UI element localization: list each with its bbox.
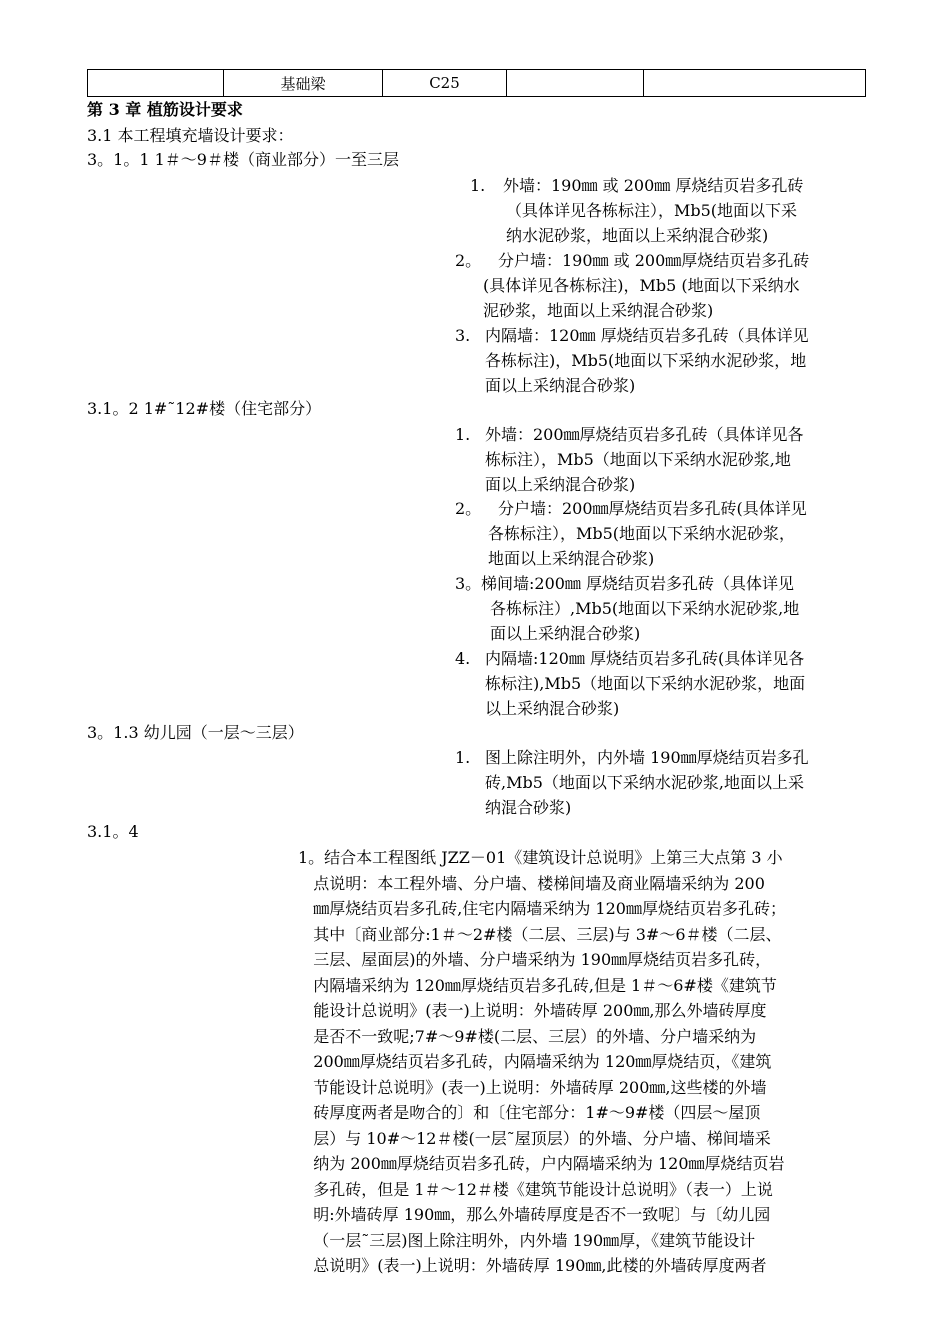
text-line: 面以上采纳混合砂浆) xyxy=(490,624,641,643)
text-line: 外墙：200㎜厚烧结页岩多孔砖（具体详见各 xyxy=(485,425,804,444)
text-line: 分户墙：200㎜厚烧结页岩多孔砖(具体详见 xyxy=(498,499,807,518)
subsection-title: 3。1.3 幼儿园（一层～三层） xyxy=(87,723,304,742)
text-line: 内隔墙：120㎜ 厚烧结页岩多孔砖（具体详见 xyxy=(485,326,809,345)
text-line: 梯间墙:200㎜ 厚烧结页岩多孔砖（具体详见 xyxy=(481,574,795,593)
text-line: 多孔砖，但是 1＃～12＃楼《建筑节能设计总说明》（表一）上说 xyxy=(298,1179,773,1199)
subsection-title: 3.1。2 1#˜12#楼（住宅部分） xyxy=(87,399,322,418)
text-line: 地面以上采纳混合砂浆) xyxy=(488,549,655,568)
text-line: 栋标注），Mb5（地面以下采纳水泥砂浆,地 xyxy=(485,450,791,469)
list-number: 3. xyxy=(455,326,471,345)
text-line: 纳为 200㎜厚烧结页岩多孔砖，户内隔墙采纳为 120㎜厚烧结页岩 xyxy=(298,1154,785,1173)
subsection-title: 3。1。1 1＃～9＃楼（商业部分）一至三层 xyxy=(87,150,399,169)
table-cell xyxy=(507,70,644,97)
text-line: 栋标注),Mb5（地面以下采纳水泥砂浆，地面 xyxy=(485,674,806,693)
list-number: 1. xyxy=(470,176,486,195)
table-cell: C25 xyxy=(383,70,507,97)
text-line: 点说明：本工程外墙、分户墙、楼梯间墙及商业隔墙采纳为 200 xyxy=(298,873,765,893)
text-line: 层）与 10#～12＃楼(一层˜屋顶层）的外墙、分户墙、梯间墙采 xyxy=(298,1128,771,1148)
table-cell xyxy=(644,70,866,97)
text-line: 内隔墙采纳为 120㎜厚烧结页岩多孔砖,但是 1＃～6#楼《建筑节 xyxy=(298,975,777,995)
text-line: 其中〔商业部分:1＃～2#楼（二层、三层)与 3#～6＃楼（二层、 xyxy=(298,924,782,944)
table-row xyxy=(88,70,866,97)
text-line: 1。结合本工程图纸 JZZ－01《建筑设计总说明》上第三大点第 3 小 xyxy=(298,848,783,867)
table-cell xyxy=(88,70,224,97)
text-line: 砖,Mb5（地面以下采纳水泥砂浆,地面以上采 xyxy=(485,773,804,792)
list-number: 1. xyxy=(455,748,471,767)
paragraph xyxy=(298,845,786,1279)
text-line: 砖厚度两者是吻合的〕和〔住宅部分：1#～9#楼（四层～屋顶 xyxy=(298,1103,761,1122)
list-number: 2。 xyxy=(455,251,482,270)
list-number: 1. xyxy=(455,425,471,444)
list-number: 4. xyxy=(455,649,471,668)
concrete-grade-table xyxy=(87,69,866,97)
text-line: 外墙：190㎜ 或 200㎜ 厚烧结页岩多孔砖 xyxy=(503,176,804,195)
text-line: 各栋标注)，Mb5(地面以下采纳水泥砂浆，地 xyxy=(485,351,807,370)
text-line: 分户墙：190㎜ 或 200㎜厚烧结页岩多孔砖 xyxy=(498,251,810,270)
text-line: 内隔墙:120㎜ 厚烧结页岩多孔砖(具体详见各 xyxy=(485,649,805,668)
text-line: 三层、屋面层)的外墙、分户墙采纳为 190㎜厚烧结页岩多孔砖， xyxy=(298,950,772,969)
text-line: 面以上采纳混合砂浆) xyxy=(485,475,636,494)
text-line: 明:外墙砖厚 190㎜，那么外墙砖厚度是否不一致呢〕与〔幼儿园 xyxy=(298,1205,771,1224)
text-line: ㎜厚烧结页岩多孔砖,住宅内隔墙采纳为 120㎜厚烧结页岩多孔砖； xyxy=(298,899,786,918)
text-line: 泥砂浆，地面以上采纳混合砂浆) xyxy=(483,301,714,320)
text-line: (具体详见各栋标注)，Mb5 (地面以下采纳水 xyxy=(483,276,800,295)
table-cell: 基础梁 xyxy=(224,70,383,97)
text-line: 能设计总说明》(表一)上说明：外墙砖厚 200㎜,那么外墙砖厚度 xyxy=(298,1001,767,1020)
text-line: 面以上采纳混合砂浆) xyxy=(485,376,636,395)
subsection-title: 3.1。4 xyxy=(87,822,139,841)
text-line: 各栋标注），Mb5(地面以下采纳水泥砂浆， xyxy=(488,524,796,543)
text-line: 总说明》(表一)上说明：外墙砖厚 190㎜,此楼的外墙砖厚度两者 xyxy=(298,1256,767,1275)
list-number: 3。 xyxy=(455,574,482,593)
text-line: 各栋标注）,Mb5(地面以下采纳水泥砂浆,地 xyxy=(490,599,800,618)
text-line: （具体详见各栋标注），Mb5(地面以下采 xyxy=(506,201,798,220)
text-line: 200㎜厚烧结页岩多孔砖，内隔墙采纳为 120㎜厚烧结页，《建筑 xyxy=(298,1052,772,1071)
chapter-heading: 第 3 章 植筋设计要求 xyxy=(87,100,243,119)
text-line: 纳水泥砂浆，地面以上采纳混合砂浆) xyxy=(506,226,769,245)
text-line: 图上除注明外，内外墙 190㎜厚烧结页岩多孔 xyxy=(485,748,809,767)
section-heading: 3.1 本工程填充墙设计要求： xyxy=(87,126,294,145)
text-line: 以上采纳混合砂浆) xyxy=(485,699,620,718)
text-line: 节能设计总说明》(表一)上说明：外墙砖厚 200㎜,这些楼的外墙 xyxy=(298,1077,767,1097)
list-number: 2。 xyxy=(455,499,482,518)
text-line: （一层˜三层)图上除注明外，内外墙 190㎜厚，《建筑节能设计 xyxy=(298,1230,756,1250)
text-line: 是否不一致呢;7#～9#楼(二层、三层）的外墙、分户墙采纳为 xyxy=(298,1026,757,1046)
text-line: 纳混合砂浆) xyxy=(485,798,572,817)
